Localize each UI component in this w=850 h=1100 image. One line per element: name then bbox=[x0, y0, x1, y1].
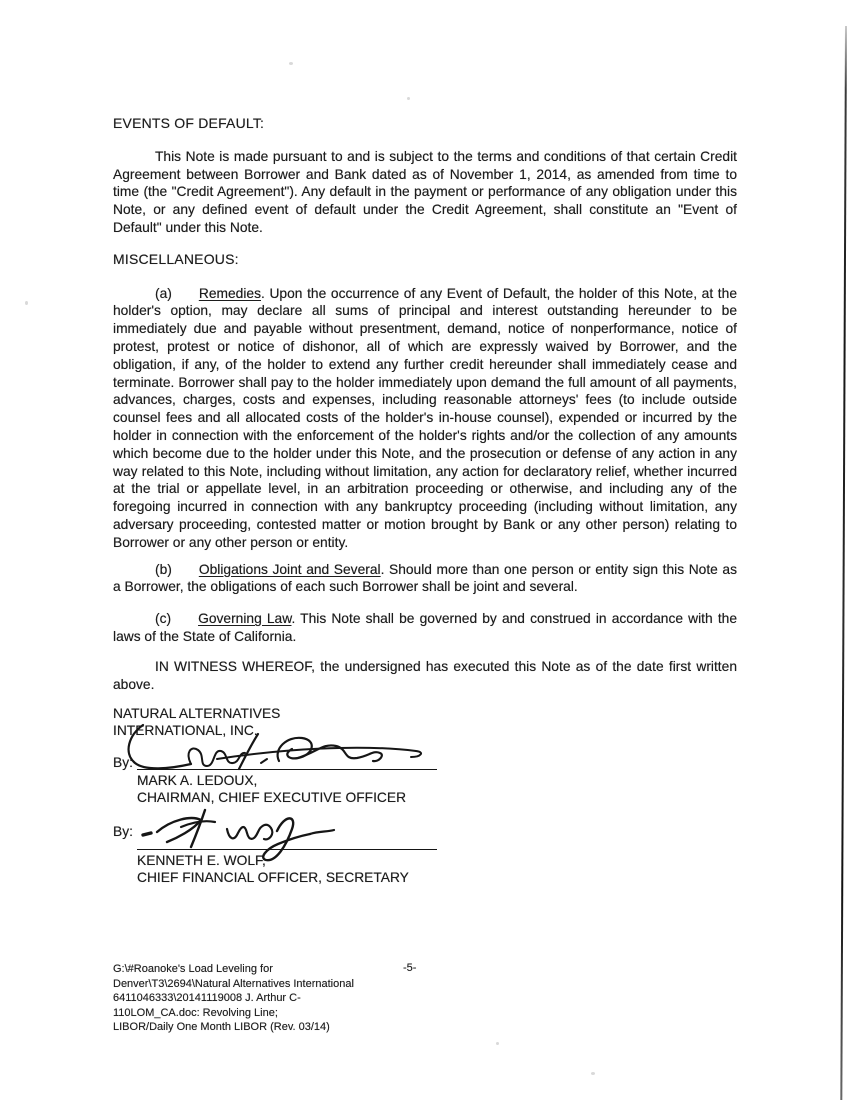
signature-row-wolf bbox=[113, 823, 737, 853]
signature-line-2 bbox=[137, 849, 437, 850]
footer-line: LIBOR/Daily One Month LIBOR (Rev. 03/14) bbox=[113, 1021, 330, 1034]
footer-line: 6411046333\20141119008 J. Arthur C- bbox=[113, 992, 301, 1005]
document-footer bbox=[113, 962, 413, 1035]
signature-row-ledoux bbox=[113, 740, 737, 773]
clause-b-text: . Should more than one person or entity sign this Note as a Borrower, the obligations of each such Borrower shall be joint and several. bbox=[113, 561, 737, 595]
signer-1-names bbox=[137, 773, 737, 806]
scan-speck bbox=[25, 301, 28, 305]
signature-line-1 bbox=[137, 769, 437, 770]
scan-speck bbox=[496, 1042, 499, 1045]
witness-paragraph: IN WITNESS WHEREOF, the undersigned has executed this Note as of the date first written above. bbox=[113, 658, 737, 692]
events-of-default-heading: EVENTS OF DEFAULT: bbox=[113, 115, 265, 131]
footer-line: 110LOM_CA.doc: Revolving Line; bbox=[113, 1006, 278, 1019]
miscellaneous-heading: MISCELLANEOUS: bbox=[113, 250, 239, 267]
signer-2-names bbox=[137, 853, 737, 886]
clause-obligations bbox=[113, 561, 737, 597]
clause-a-label: (a) bbox=[155, 285, 172, 301]
footer-line: G:\#Roanoke's Load Leveling for bbox=[113, 963, 273, 975]
clause-a-term: Remedies bbox=[198, 285, 261, 301]
events-of-default-paragraph: This Note is made pursuant to and is subject to the terms and conditions of that certain Credit Agreement between Borrower and Bank dated as of November 1, 2014, as amended from time to time (the "Credit Agreement"). Any default in the payment or performance of any obligation under this Note, or any defined event of default under the Credit Agreement, shall constitute an "Event of Default" under this Note. bbox=[113, 148, 737, 235]
page-number: -5- bbox=[403, 962, 417, 974]
clause-governing-law bbox=[113, 610, 737, 646]
footer-line: Denver\T3\2694\Natural Alternatives International bbox=[113, 977, 354, 990]
company-name-line2: INTERNATIONAL, INC. bbox=[113, 722, 258, 738]
clause-b-term: Obligations Joint and Several bbox=[198, 561, 381, 577]
scan-speck bbox=[591, 1072, 595, 1075]
clause-c-term: Governing Law bbox=[198, 611, 292, 627]
by-label-2: By: bbox=[113, 824, 133, 840]
company-name-line1: NATURAL ALTERNATIVES bbox=[113, 706, 281, 722]
clause-b-label: (b) bbox=[155, 561, 172, 577]
signer-2-name: KENNETH E. WOLF, bbox=[137, 853, 266, 869]
clause-c-label: (c) bbox=[155, 611, 172, 627]
signer-1-title: CHAIRMAN, CHIEF EXECUTIVE OFFICER bbox=[137, 789, 407, 805]
clause-remedies bbox=[113, 285, 737, 552]
company-name-block bbox=[113, 706, 737, 739]
by-label-1: By: bbox=[113, 754, 133, 770]
scan-speck bbox=[289, 62, 293, 65]
scan-speck bbox=[407, 97, 410, 100]
signer-2-title: CHIEF FINANCIAL OFFICER, SECRETARY bbox=[137, 869, 409, 885]
document-body bbox=[113, 0, 737, 886]
scan-edge-artifact bbox=[840, 26, 847, 1100]
clause-a-text: . Upon the occurrence of any Event of Default, the holder of this Note, at the holder's option, may declare all sums of principal and interest outstanding hereunder to be immediately due and payable without presentment, demand, notice of nonperformance, notice of protest, protest or notice of dishonor, all of which are expressly waived by Borrower, and the obligation, if any, of the holder to extend any further credit hereunder shall immediately cease and terminate. Borrower shall pay to the holder immediately upon demand the full amount of all payments, advances, charges, costs and expenses, including reasonable attorneys' fees (to include outside counsel fees and all allocated costs of the holder's in-house counsel), expended or incurred by the holder in connection with the enforcement of the holder's rights and/or the collection of any amounts which become due to the holder under this Note, and the prosecution or defense of any action in any way related to this Note, including without limitation, any action for declaratory relief, whether incurred at the trial or appellate level, in an arbitration proceeding or otherwise, and including any of the foregoing incurred in connection with any bankruptcy proceeding (including without limitation, any adversary proceeding, contested matter or motion brought by Bank or any other person) relating to Borrower or any other person or entity. bbox=[113, 285, 737, 550]
signer-1-name: MARK A. LEDOUX, bbox=[137, 773, 258, 789]
clause-c-text: . This Note shall be governed by and construed in accordance with the laws of the State of California. bbox=[113, 611, 737, 644]
